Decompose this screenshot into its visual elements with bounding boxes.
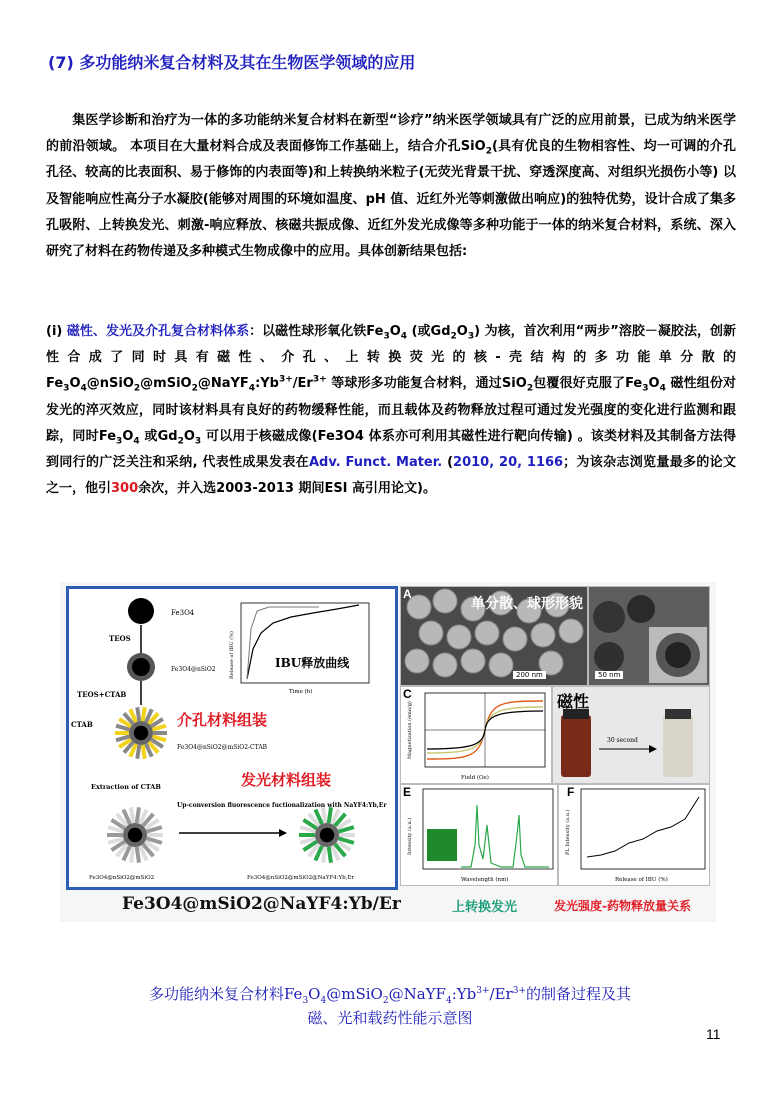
subscript: 2	[382, 996, 389, 1006]
e-xlabel: Wavelength (nm)	[461, 877, 509, 883]
meso-label: Fe3O4@nSiO2@mSiO2	[89, 875, 155, 881]
formula-caption: Fe3O4@mSiO2@NaYF4:Yb/Er	[122, 894, 401, 914]
text: 余次，并入选2003-2013 期间ESI 高引用论文)。	[138, 481, 436, 497]
pore-spike	[323, 807, 325, 823]
superscript: 3+	[278, 375, 293, 386]
subscript: 2	[450, 331, 457, 342]
final-label: Fe3O4@nSiO2@mSiO2@NaYF4:Yb,Er	[247, 875, 355, 881]
mesoporous-title: 介孔材料组装	[177, 711, 268, 729]
core-shell-label: Fe3O4@nSiO2	[171, 666, 216, 673]
sphere-inner	[134, 726, 148, 740]
pore-spike	[137, 745, 139, 759]
subscript: 2	[526, 384, 534, 394]
time-note: 30 second	[607, 737, 638, 744]
arrow-head	[279, 829, 287, 837]
text: 可以用于核磁成像(Fe3O4 体系亦可利用其磁性进行靶向传输) 。该类材料及其制备方法得到同行的广泛关注和采纳, 代表性成果发表在	[46, 428, 736, 471]
magnetization-plot	[401, 687, 551, 783]
text: @mSiO	[326, 985, 383, 1003]
panel-a-label: 单分散、球形形貌	[471, 596, 583, 612]
text: O	[648, 376, 660, 392]
pore-spike	[137, 807, 139, 823]
sem-particle	[503, 627, 527, 651]
final-sphere	[299, 807, 355, 862]
section-heading: (7) 多功能纳米复合材料及其在生物医学领域的应用	[48, 53, 416, 72]
caption-line-1	[80, 982, 700, 1006]
subscript: 4	[445, 996, 452, 1006]
subscript: 2	[485, 146, 492, 157]
subscript: 4	[248, 384, 256, 394]
relation-caption: 发光强度-药物释放量关系	[554, 899, 691, 913]
text: @NaYF	[197, 376, 249, 392]
sem-particle	[433, 589, 457, 613]
superscript: 3+	[476, 986, 490, 996]
pore-spike	[131, 847, 133, 863]
text: (	[442, 455, 454, 471]
text: ：以磁性球形氧化铁Fe	[249, 324, 384, 339]
luminescent-title: 发光材料组装	[241, 771, 332, 789]
sem-particle	[559, 619, 583, 643]
subscript: 2	[191, 384, 198, 394]
text: :Yb	[451, 985, 477, 1003]
subscript: 2	[133, 384, 141, 394]
text: /Er	[292, 376, 313, 392]
subscript: 3	[383, 331, 390, 342]
teos-label: TEOS	[109, 634, 131, 643]
release-ylabel: Release of IBU (%)	[229, 631, 235, 679]
superscript: 3+	[512, 986, 526, 996]
ctab-sphere	[115, 707, 167, 758]
panel-letter-f: F	[567, 785, 575, 799]
extraction-label: Extraction of CTAB	[91, 783, 161, 791]
sem-particle	[433, 653, 457, 677]
text: 或Gd	[139, 428, 178, 444]
c-ylabel: Magnetization (emu/g)	[407, 701, 413, 759]
core-sphere	[128, 598, 154, 624]
sem-particle	[461, 649, 485, 673]
text: /Er	[489, 985, 513, 1003]
subscript: 3	[116, 436, 123, 447]
subscript: 2	[177, 436, 184, 447]
c-xlabel: Field (Oe)	[461, 775, 489, 781]
text: @NaYF	[388, 985, 446, 1003]
result-paragraph	[46, 319, 736, 502]
text: O	[69, 376, 81, 392]
pore-spike	[137, 707, 139, 721]
f-xlabel: Release of IBU (%)	[615, 877, 668, 883]
text: 等球形多功能复合材料，通过SiO	[326, 376, 527, 392]
text: ) 为核，首次利用“两步”溶胶－凝胶法，创新性合成了同时具有磁性、介孔、上转换荧光的核-壳结构的多功能单分散的Fe	[46, 324, 736, 392]
magnetism-label: 磁性	[557, 692, 590, 711]
sem-particle	[419, 621, 443, 645]
text: O	[183, 428, 195, 444]
subscript: 4	[80, 384, 87, 394]
panel-letter-a: A	[403, 587, 412, 601]
schematic-drawing	[69, 589, 395, 887]
figure-caption	[80, 982, 700, 1030]
intro-text-b: (具有优良的生物相容性、均一可调的介孔孔径、较高的比表面积、易于修饰的内表面等)和上转换纳米粒子(无荧光背景干扰、穿透深度高、对组织光损伤小等) 以及智能响应性高分子水凝胶(能够对周围的环境如温度、pH 值、近红外光等刺激做出响应)的独特优势，设计合成了集多孔吸附、上转换发光、刺激-响应释放、核磁共振成像、近红外发光成像等多种功能于一体的纳米复合材料，系统、深入研究了材料在药物传递及多种模式生物成像中的应用。具体创新结果包括:	[46, 139, 736, 260]
citation-count: 300	[111, 481, 139, 497]
upconversion-text: Up-conversion fluorescence fuctionalization with NaYF4:Yb,Er	[177, 802, 387, 809]
subscript: 3	[302, 996, 309, 1006]
release-title: IBU释放曲线	[275, 656, 350, 670]
pore-spike	[131, 807, 133, 823]
subscript: 3	[467, 331, 475, 342]
text: 磁性组份对发光的淬灭效应，同时该材料具有良好的药物缓释性能，而且载体及药物释放过程可通过发光强度的变化进行监测和跟踪，同时Fe	[46, 376, 736, 444]
page-number: 11	[706, 1026, 721, 1042]
mesoporous-sphere	[107, 807, 163, 862]
sem-particle	[405, 649, 429, 673]
panel-c	[400, 686, 552, 784]
pl-curve	[587, 797, 699, 857]
pore-spike	[329, 847, 331, 863]
panel-letter-e: E	[403, 785, 412, 799]
ctab-composite-label: Fe3O4@nSiO2@mSiO2-CTAB	[177, 744, 268, 751]
caption-line-2: 磁、光和载药性能示意图	[307, 1009, 473, 1027]
core-inner	[132, 658, 150, 676]
text: (或Gd	[407, 324, 451, 339]
subscript: 4	[659, 384, 666, 394]
panel-letter-c: C	[403, 687, 412, 701]
text: 多功能纳米复合材料Fe	[148, 985, 303, 1003]
sem-particle	[447, 625, 471, 649]
sphere-inner	[320, 828, 334, 842]
emission-spectrum	[401, 785, 557, 885]
pore-spike	[143, 745, 145, 759]
composite-figure	[60, 582, 716, 922]
subscript: 4	[400, 331, 408, 342]
citation-detail: 2010, 20, 1166	[453, 455, 564, 471]
pore-spike	[323, 847, 325, 863]
text: 的制备过程及其	[526, 985, 632, 1003]
text: 包覆很好克服了Fe	[533, 376, 643, 392]
scale-bar-label-b: 50 nm	[595, 671, 623, 679]
pore-spike	[137, 847, 139, 863]
teos-ctab-label: TEOS+CTAB	[77, 690, 127, 699]
panel-e	[400, 784, 558, 886]
superscript: 3+	[312, 375, 327, 386]
panel-d	[552, 686, 710, 784]
upconversion-caption: 上转换发光	[452, 900, 518, 915]
text: O	[389, 324, 401, 339]
sem-particle	[475, 621, 499, 645]
pore-spike	[329, 807, 331, 823]
synthesis-schematic	[66, 586, 398, 890]
text: :Yb	[255, 376, 279, 392]
intro-text-a: 集医学诊断和治疗为一体的多功能纳米复合材料在新型“诊疗”纳米医学领域具有广泛的应用前景，已成为纳米医学的前沿领域。 本项目在大量材料合成及表面修饰工作基础上，结合介孔SiO	[46, 113, 736, 155]
item-title: 磁性、发光及介孔复合材料体系	[66, 324, 250, 339]
subscript: 4	[133, 436, 140, 447]
item-number: (i)	[46, 324, 67, 339]
subscript: 3	[63, 384, 70, 394]
text: ；为该杂志浏览量最多的论文之一，他引	[46, 455, 737, 497]
panel-f	[558, 784, 710, 886]
panel-a	[400, 586, 588, 686]
sem-particle	[489, 653, 513, 677]
journal-name: Adv. Funct. Mater.	[308, 455, 443, 471]
ctab-label: CTAB	[71, 720, 93, 729]
release-xlabel: Time (h)	[289, 689, 313, 695]
panel-b	[588, 586, 710, 686]
f-ylabel: PL Intensity (a.u.)	[565, 809, 571, 855]
subscript: 3	[194, 436, 202, 447]
e-ylabel: Intensity (a.u.)	[407, 817, 413, 855]
scale-bar-label: 200 nm	[513, 671, 546, 679]
text: @mSiO	[140, 376, 192, 392]
text: O	[308, 985, 321, 1003]
text: @nSiO	[86, 376, 134, 392]
sem-particle	[531, 623, 555, 647]
spectrum-line	[461, 805, 549, 867]
pore-spike	[143, 707, 145, 721]
subscript: 4	[320, 996, 327, 1006]
core-label: Fe3O4	[171, 609, 195, 617]
text: O	[456, 324, 468, 339]
intro-paragraph	[46, 108, 736, 265]
sphere-inner	[128, 828, 142, 842]
pl-intensity-plot	[559, 785, 709, 885]
text: O	[122, 428, 134, 444]
subscript: 3	[642, 384, 649, 394]
